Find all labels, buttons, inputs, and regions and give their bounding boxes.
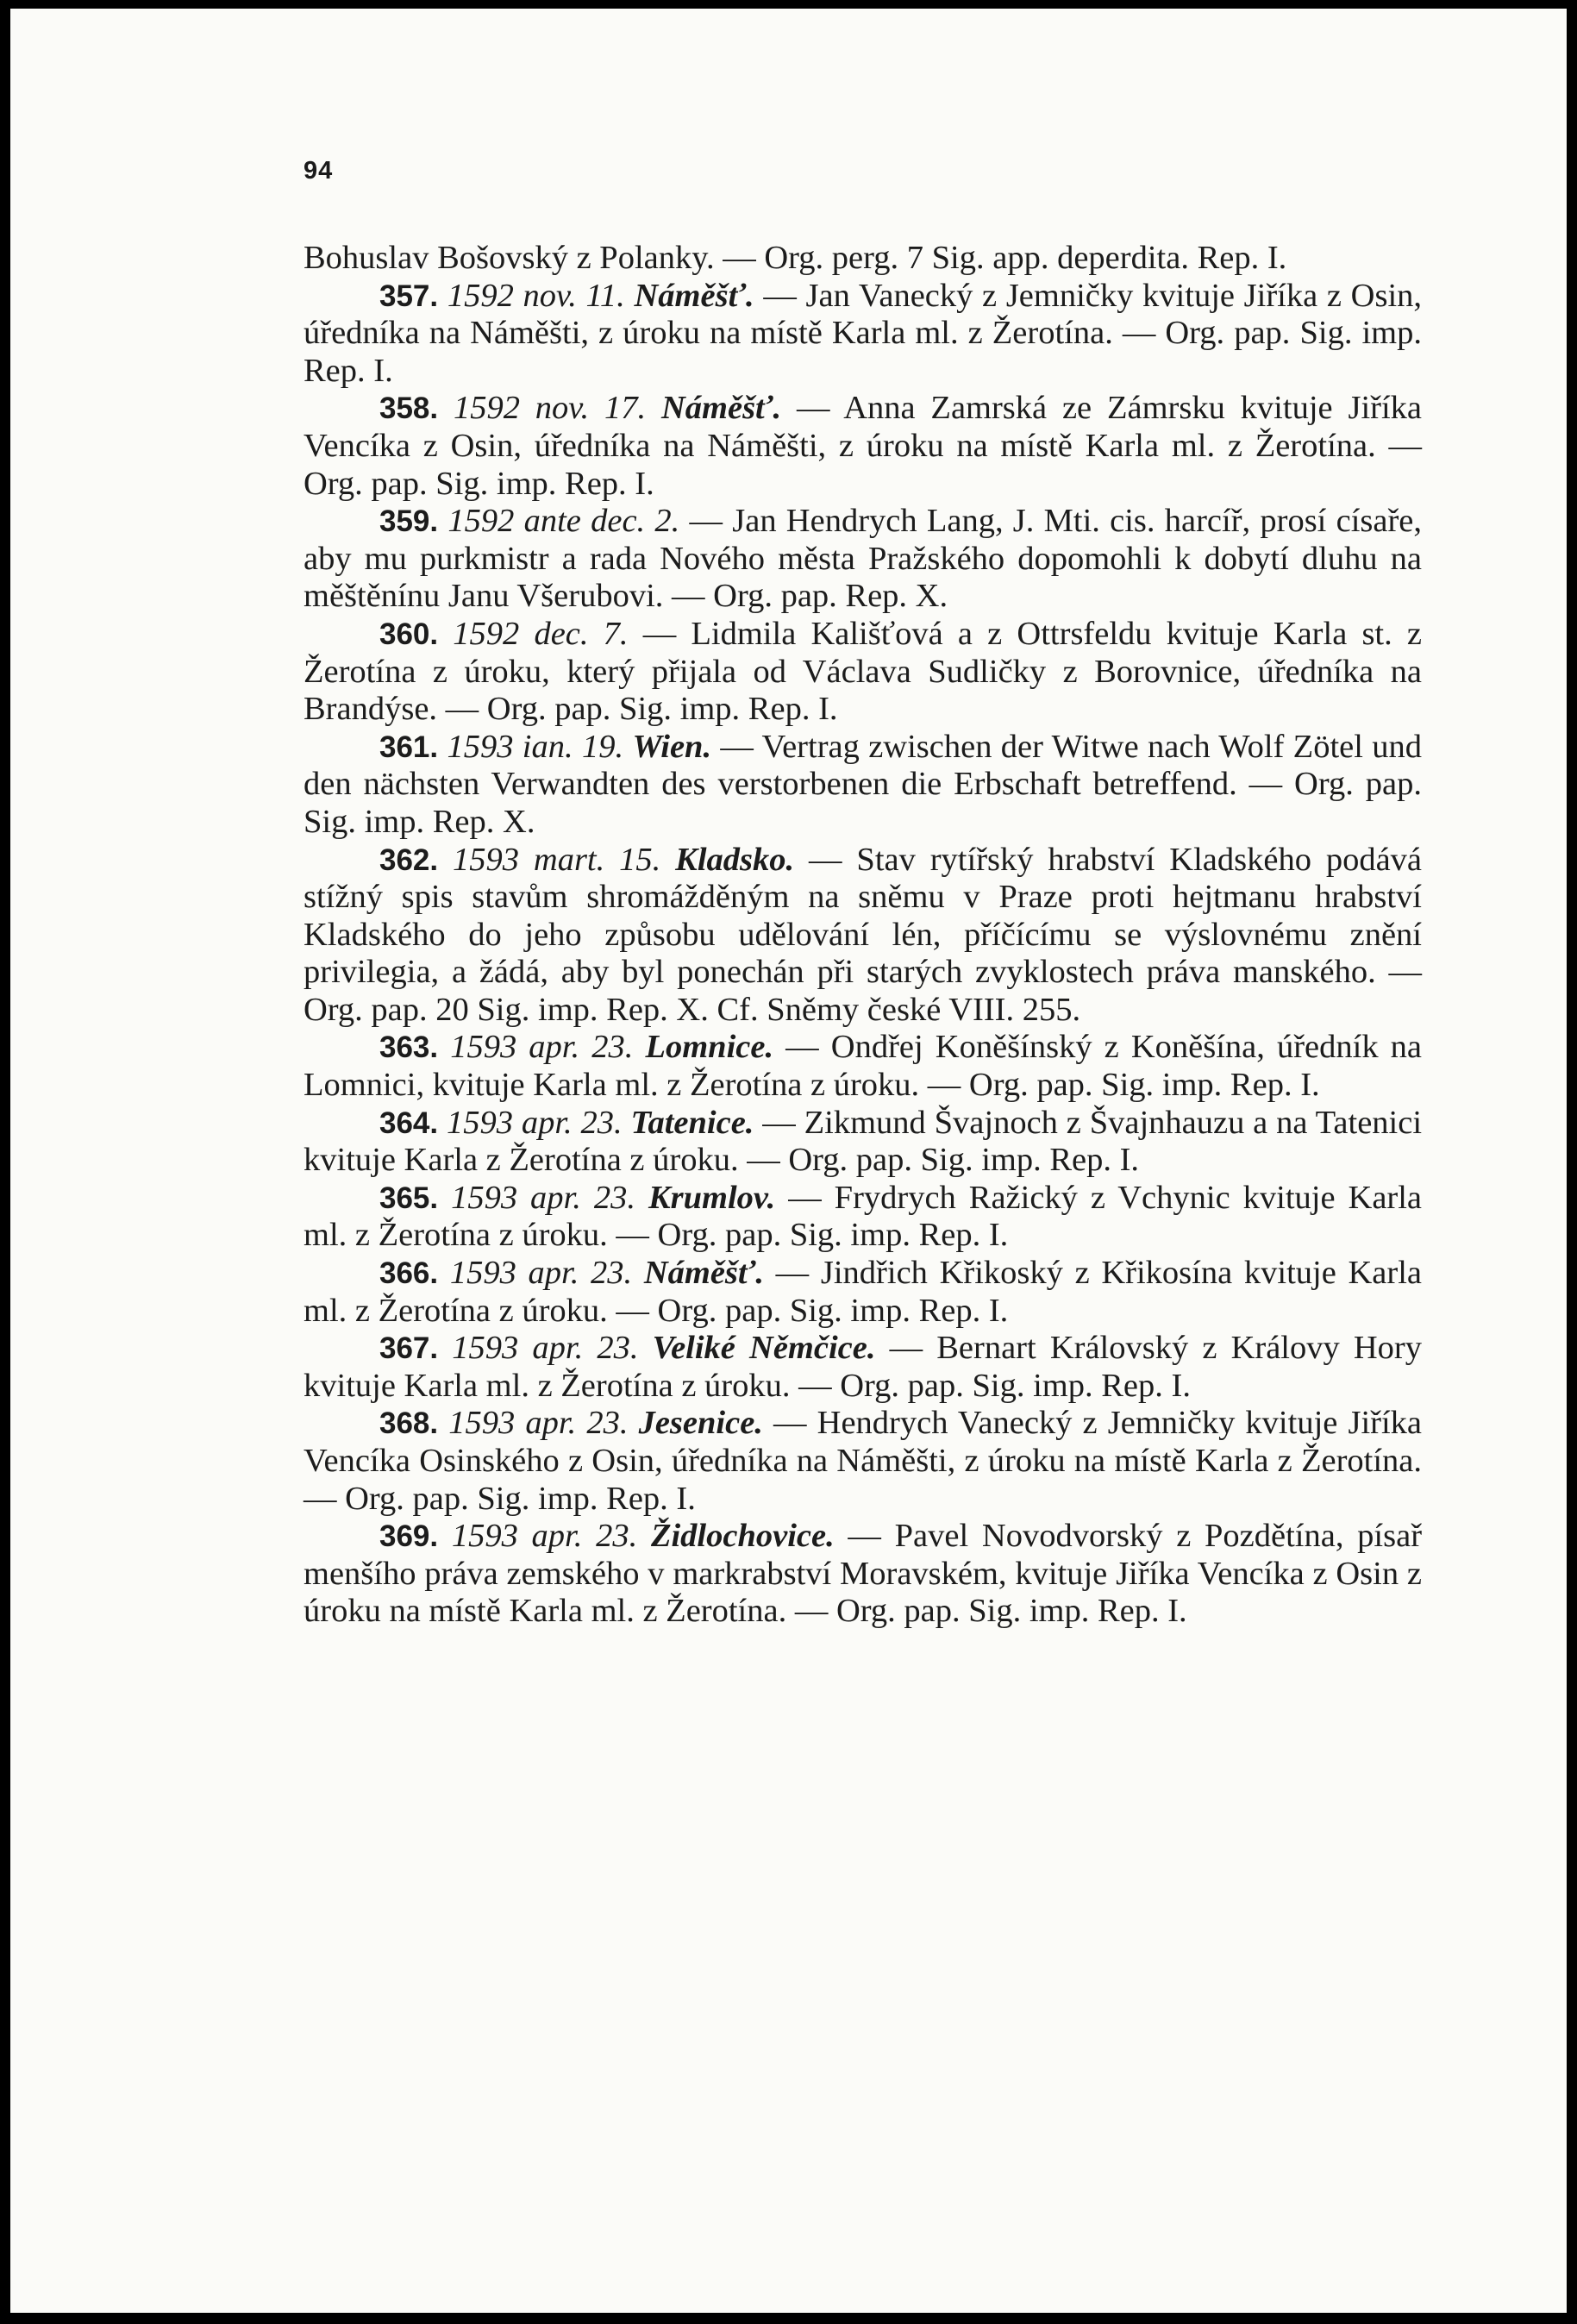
opening-paragraph [304,240,1422,278]
entry-text: — Zikmund Švajnoch z Švajnhauzu a na Tatenici kvituje Karla z Žerotína z úroku. — Org. pap. Sig. imp. Rep. I. [304,1104,1423,1179]
entry-number: 361. [379,730,439,764]
entry-date: 1592 nov. 17. [453,390,647,427]
entry-367 [304,1330,1422,1405]
entry-number: 369. [379,1519,439,1554]
entry-368 [304,1405,1422,1518]
entry-date: 1593 apr. 23. [452,1330,639,1367]
entry-place: Wien. [632,728,712,765]
entry-text: — Vertrag zwischen der Witwe nach Wolf Zötel und den nächsten Verwandten des verstorbenen die Erbschaft betreffend. — Org. pap. Sig. imp. Rep. X. [304,728,1423,840]
entry-362 [304,842,1422,1030]
entry-date: 1593 apr. 23. [448,1405,629,1442]
entry-text: — Pavel Novodvorský z Pozdětína, písař menšího práva zemského v markrabství Moravském, kvituje Jiříka Vencíka z Osin z úroku na místě Karla ml. z Žerotína. — Org. pap. Sig. imp. Rep. I. [304,1518,1423,1630]
entry-number: 362. [379,843,439,877]
entry-place: Židlochovice. [650,1518,835,1555]
entry-number: 364. [379,1106,439,1140]
entry-number: 360. [379,617,439,651]
entry-text: — Bernart Královský z Královy Hory kvituje Karla ml. z Žerotína z úroku. — Org. pap. Sig. imp. Rep. I. [304,1330,1422,1404]
entry-363 [304,1029,1422,1104]
entry-text: — Frydrych Ražický z Vchynic kvituje Karla ml. z Žerotína z úroku. — Org. pap. Sig. imp. Rep. I. [304,1179,1423,1254]
entry-359 [304,503,1422,616]
entry-date: 1593 apr. 23. [450,1029,634,1066]
entry-365 [304,1180,1422,1255]
page-content [304,240,1422,1631]
entry-place: Veliké Němčice. [652,1330,876,1367]
entry-text: — Jan Vanecký z Jemničky kvituje Jiříka z Osin, úředníka na Náměšti, z úroku na místě Karla ml. z Žerotína. — Org. pap. Sig. imp. Rep. I. [304,277,1423,389]
entry-date: 1593 ian. 19. [447,728,624,765]
entry-text: — Stav rytířský hrabství Kladského podává stížný spis stavům shromážděným na sněmu v Praze proti hejtmanu hrabství Kladského do jeho způsobu udělování lén, příčícímu se výslovnému znění privilegia, a žádá, aby byl ponechán při starých zvyklostech práva manského. — Org. pap. 20 Sig. imp. Rep. X. Cf. Sněmy české VIII. 255. [304,841,1423,1028]
entry-number: 359. [379,504,439,539]
entry-place: Náměšť. [660,390,782,427]
entry-place: Krumlov. [648,1179,776,1216]
entry-date: 1593 apr. 23. [449,1255,633,1292]
entry-text: — Jan Hendrych Lang, J. Mti. cis. harcíř, prosí císaře, aby mu purkmistr a rada Nového města Pražského dopomohli k dobytí dluhu na měštěnínu Janu Všerubovi. — Org. pap. Rep. X. [304,503,1422,615]
page-number: 94 [304,157,334,185]
entry-place: Náměšť. [634,277,754,314]
entry-place: Jesenice. [638,1405,763,1442]
entry-date: 1593 apr. 23. [451,1518,638,1555]
entry-date: 1592 nov. 11. [447,277,625,314]
entry-date: 1593 apr. 23. [451,1179,635,1216]
entry-number: 358. [379,392,439,426]
opening-text: Bohuslav Bošovský z Polanky. — Org. perg. 7 Sig. app. deperdita. Rep. I. [304,240,1287,276]
entry-date: 1593 apr. 23. [446,1104,623,1141]
entry-369 [304,1518,1422,1631]
entry-number: 357. [379,279,439,313]
entry-360 [304,616,1422,729]
entry-date: 1592 dec. 7. [453,615,629,652]
entry-text: — Hendrych Vanecký z Jemničky kvituje Jiříka Vencíka Osinského z Osin, úředníka na Náměšti, z úroku na místě Karla z Žerotína. — Org. pap. Sig. imp. Rep. I. [304,1405,1423,1517]
entry-text: — Lidmila Kališťová a z Ottrsfeldu kvituje Karla st. z Žerotína z úroku, který přijala od Václava Sudličky z Borovnice, úředníka na Brandýse. — Org. pap. Sig. imp. Rep. I. [304,615,1423,728]
entry-366 [304,1255,1422,1330]
entry-place: Náměšť. [643,1255,764,1292]
entry-date: 1592 ante dec. 2. [447,503,680,540]
entry-number: 366. [379,1256,439,1291]
entry-364 [304,1105,1422,1180]
entry-place: Tatenice. [630,1104,754,1141]
entry-361 [304,729,1422,842]
entry-place: Lomnice. [645,1029,774,1066]
entry-text: — Anna Zamrská ze Zámrsku kvituje Jiříka Vencíka z Osin, úředníka na Náměšti, z úroku na místě Karla ml. z Žerotína. — Org. pap. Sig. imp. Rep. I. [304,390,1422,502]
entry-date: 1593 mart. 15. [453,841,661,878]
entry-number: 363. [379,1030,439,1065]
document-page [10,9,1567,2313]
entry-number: 365. [379,1181,439,1215]
entry-number: 368. [379,1406,439,1441]
entry-text: — Jindřich Křikoský z Křikosína kvituje Karla ml. z Žerotína z úroku. — Org. pap. Sig. imp. Rep. I. [304,1255,1422,1329]
entry-number: 367. [379,1331,439,1366]
entry-text: — Ondřej Koněšínský z Koněšína, úředník na Lomnici, kvituje Karla ml. z Žerotína z úroku. — Org. pap. Sig. imp. Rep. I. [304,1029,1423,1104]
entry-357 [304,278,1422,391]
entry-place: Kladsko. [675,841,795,878]
entry-358 [304,390,1422,503]
